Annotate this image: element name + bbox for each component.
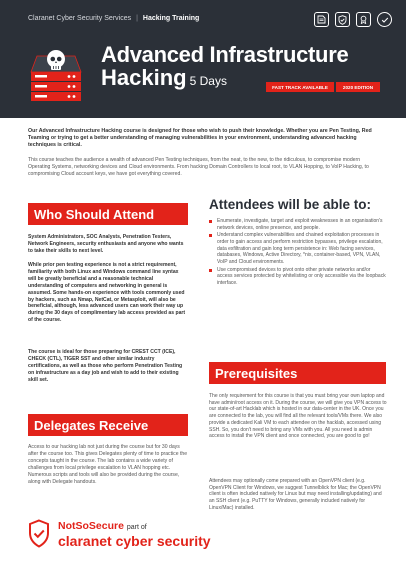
shield-check-icon bbox=[335, 12, 350, 27]
course-title-hacking: Hacking bbox=[101, 65, 187, 90]
checkmark-icon bbox=[377, 12, 392, 27]
breadcrumb bbox=[28, 15, 199, 22]
edition-badge: 2020 EDITION bbox=[336, 82, 380, 92]
attendees-list bbox=[209, 218, 387, 288]
delegates-receive-heading: Delegates Receive bbox=[28, 414, 188, 436]
header-banner bbox=[0, 0, 406, 118]
course-title-line2 bbox=[101, 67, 227, 92]
brand-part-of: part of bbox=[126, 524, 147, 531]
breadcrumb-company: Claranet Cyber Security Services bbox=[28, 15, 132, 22]
breadcrumb-section: Hacking Training bbox=[142, 15, 200, 22]
list-item: Understand complex vulnerabilities and chained exploitation processes in order to gain access and perform restriction bypasses, privilege escalation, data exfiltration and gain long term persistence in: Web facing services, databases, Windows, Active Directory, *nix, container-based, VPN, VLAN, VoIP and Cloud environments. bbox=[209, 232, 387, 265]
delegates-receive-body: Access to our hacking lab not just during the course but for 30 days after the course too. This gives Delegates plenty of time to practice the concepts taught in the course. The lab contains a wide variety of challenges from local privilege escalation to VLAN hopping etc. Numerous scripts and tools will also be provided during the course, along with Delegate handouts. bbox=[28, 444, 188, 485]
fast-track-badge: FAST TRACK AVAILABLE bbox=[266, 82, 334, 92]
who-should-attend-p2: While prior pen testing experience is not a strict requirement, familiarity with both Linux and Windows command line syntax will be greatly beneficial and a reasonable technical understanding of computers and networking in general is assumed. Some hands-on experience with tools commonly used by hackers, such as Nmap, NetCat, or Metasploit, will also be beneficial, although, less advanced users can work their way up during the 30 days of complimentary lab access provided as part of the course. bbox=[28, 262, 186, 324]
who-should-attend-p1: System Administrators, SOC Analysts, Penetration Testers, Network Engineers, security enthusiasts and anyone who wants to take their skills to next level. bbox=[28, 234, 184, 254]
contract-icon bbox=[314, 12, 329, 27]
who-should-attend-p3: The course is ideal for those preparing for CREST CCT (ICE), CHECK (CTL), TIGER SST and other similar industry certifications, as well as those who perform Penetration Testing on infrastructure as a day job and wish to add to their existing skill set. bbox=[28, 349, 183, 383]
prerequisites-p1: The only requirement for this course is that you must bring your own laptop and have admin/root access on it. During the course, we will give you VPN access to our state-of-art Hacklab which is hosted in our data-center in the UK. Once you are connected to the lab, you will find all the relevant tools/VMs there. We also provide a dedicated Kali VM to each attendee on the hacklab, accessed using SSH. So, you don't need to bring any VMs with you. All you need is admin access to install the VPN client and once connected, you are good to go! bbox=[209, 393, 387, 440]
brand-line bbox=[58, 520, 147, 532]
certificate-icon bbox=[356, 12, 371, 27]
prerequisites-p2: Attendees may optionally come prepared with an OpenVPN client (e.g. OpenVPN Client for Windows, we suggest Tunnelblick for Mac; the OpenVPN client is often included natively for Linux but may need installing/updating) and an SSH client (e.g. PuTTY for Windows, generally included natively for Linux/Mac) installed. bbox=[209, 478, 382, 511]
course-title: Advanced Infrastructure bbox=[101, 42, 349, 67]
intro-body: This course teaches the audience a wealth of advanced Pen Testing techniques, from the neat, to the new, to the ridiculous, to compromise modern Operating Systems, networking devices and Cloud environments. From hacking Domain Controllers to local root, to VLAN Hopping, to VoIP Hacking, to compromising Cloud account keys, we have got everything covered. bbox=[28, 157, 369, 177]
brand-name: NotSoSecure bbox=[58, 520, 124, 532]
skull-server-logo-icon bbox=[28, 46, 84, 104]
attendees-heading: Attendees will be able to: bbox=[209, 197, 372, 212]
course-duration: 5 Days bbox=[189, 74, 227, 88]
prerequisites-heading: Prerequisites bbox=[209, 362, 386, 384]
who-should-attend-heading: Who Should Attend bbox=[28, 203, 188, 225]
breadcrumb-separator: | bbox=[136, 15, 138, 22]
list-item: Enumerate, investigate, target and exploit weaknesses in an organisation's network devices, online presence, and people. bbox=[209, 218, 387, 231]
footer-brand bbox=[28, 519, 211, 559]
intro-lead: Our Advanced Infrastructure Hacking course is designed for those who wish to push their knowledge. Whether you are Pen Testing, Red Teaming or trying to get a better understanding of managing vulnerabilities in your environment, understanding advanced hacking techniques is critical. bbox=[28, 128, 372, 148]
parent-brand: claranet cyber security bbox=[58, 533, 211, 549]
list-item: Use compromised devices to pivot onto other private networks and/or access services protected by whitelisting or only accessible via the loopback interface. bbox=[209, 267, 387, 287]
shield-check-icon bbox=[28, 519, 50, 549]
feature-icons bbox=[314, 12, 392, 27]
